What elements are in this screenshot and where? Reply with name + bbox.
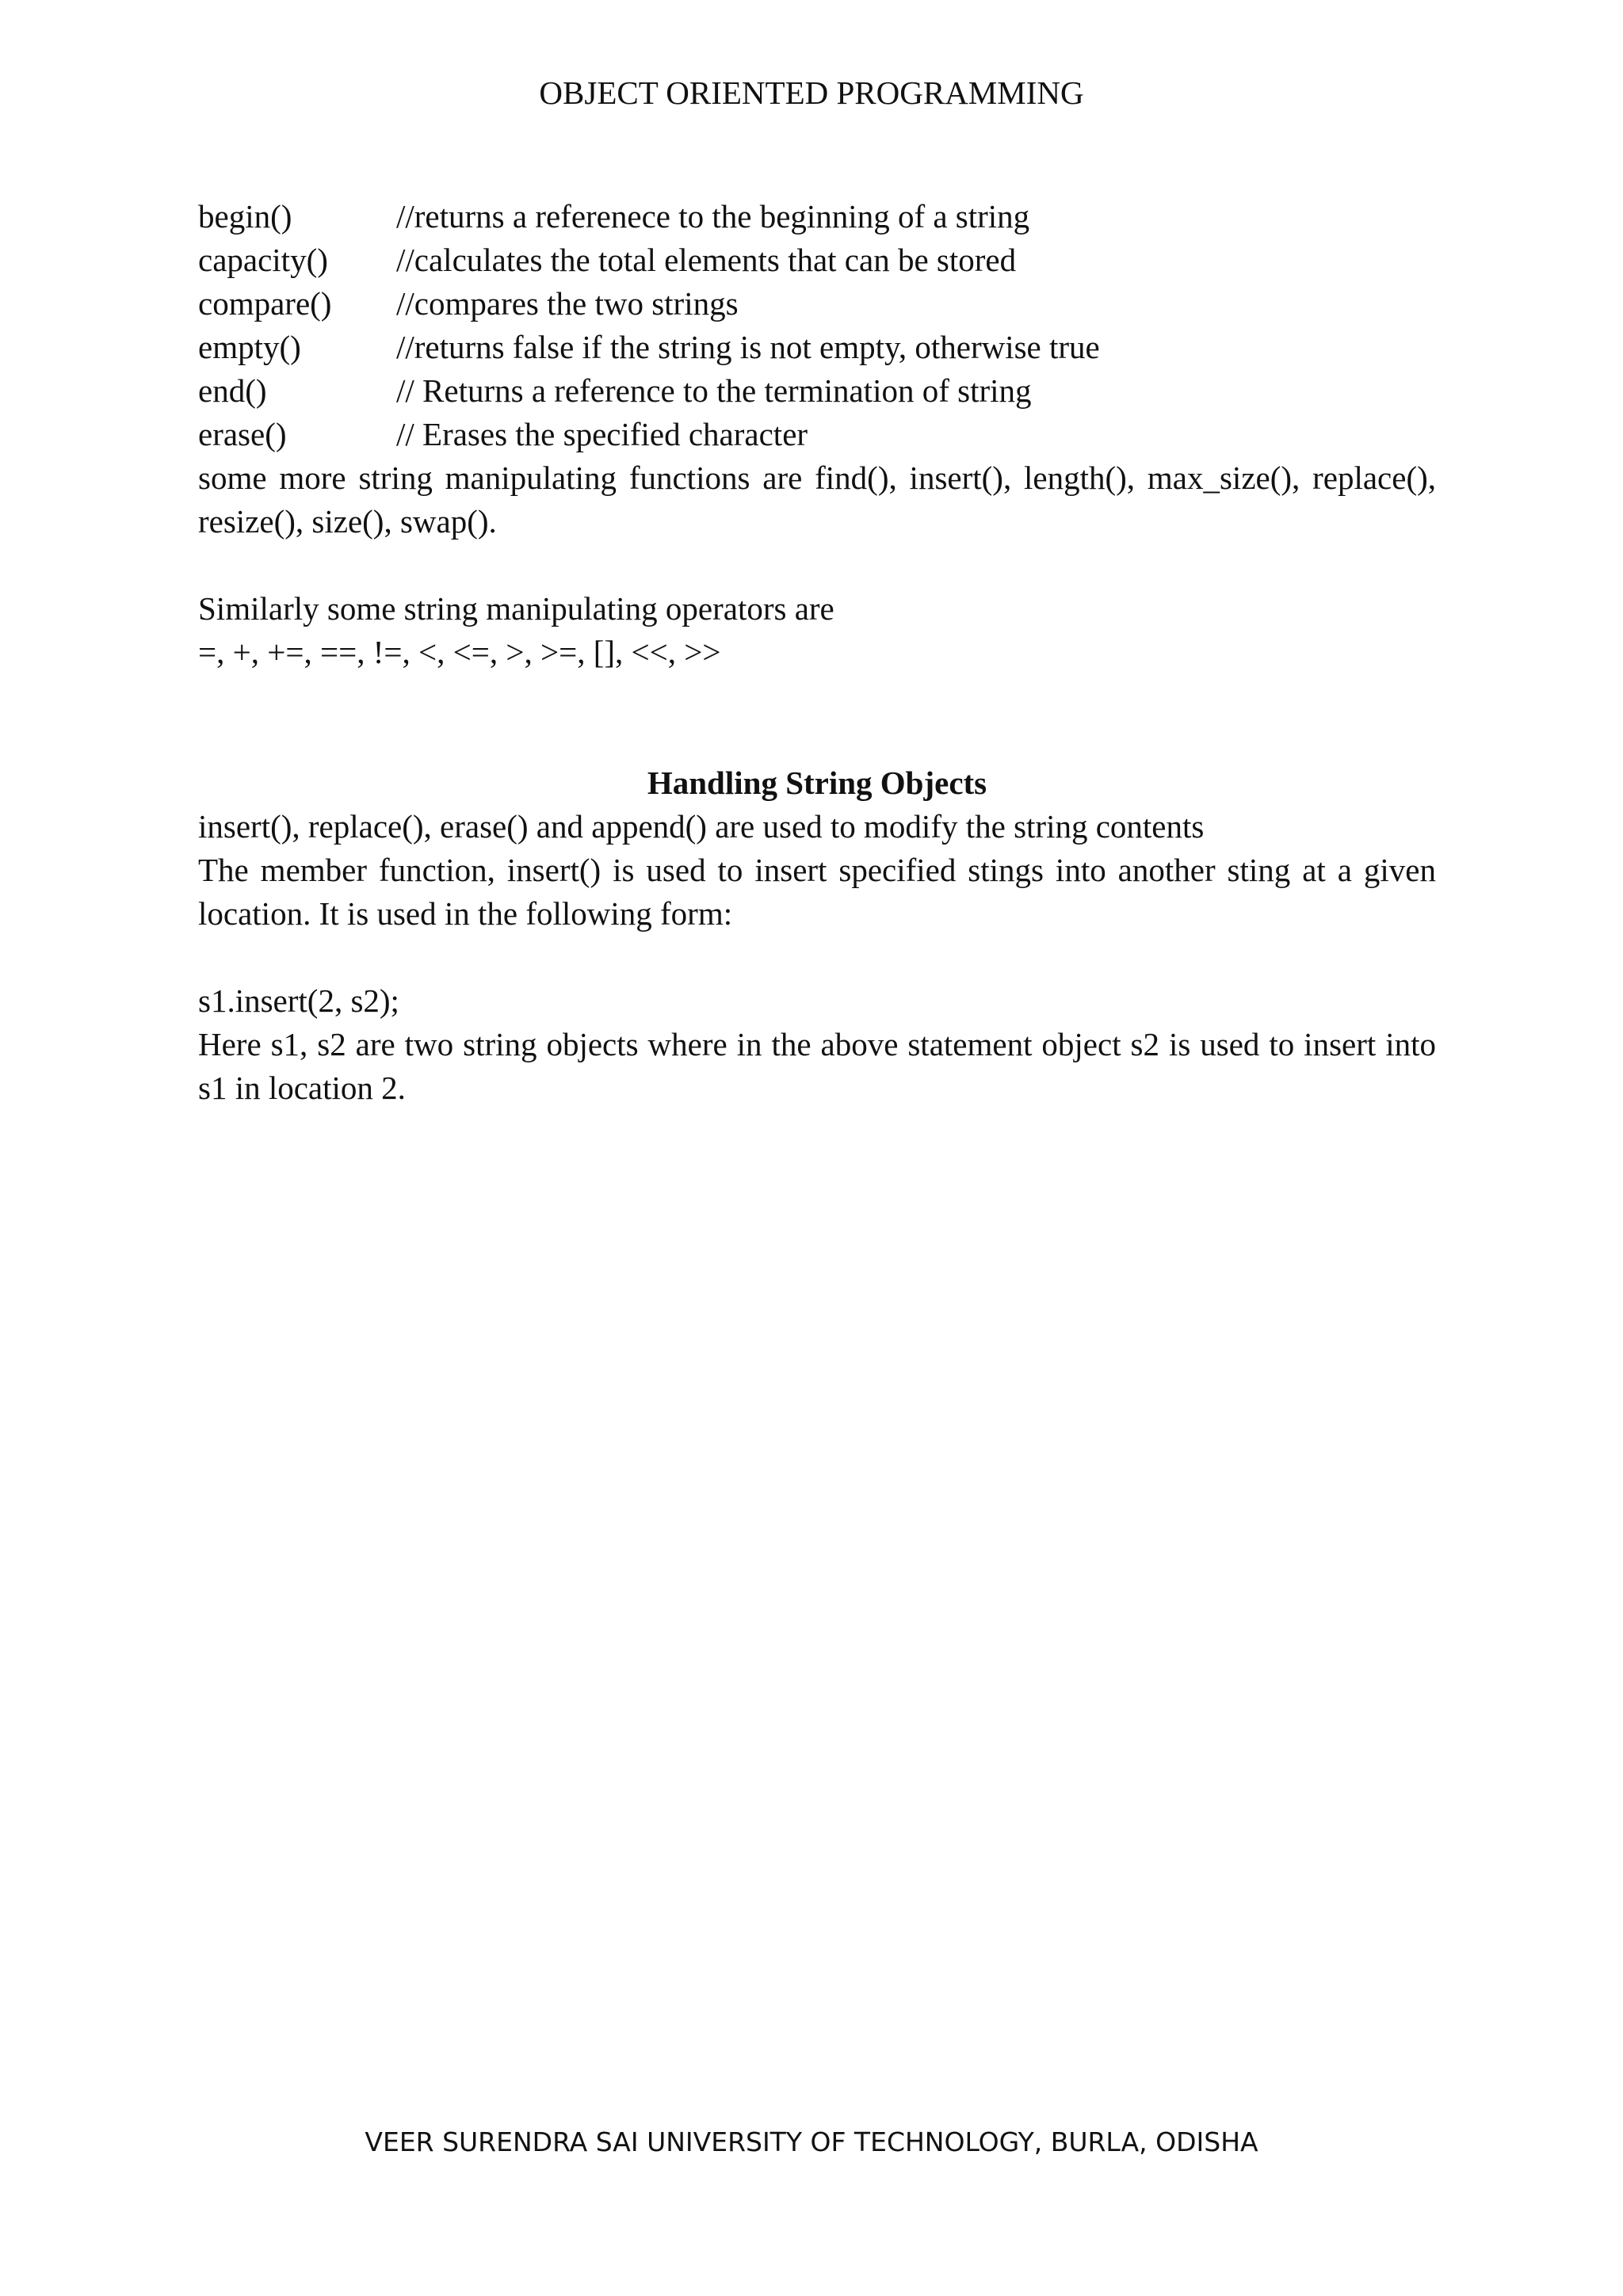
function-name: begin() (198, 198, 292, 235)
modify-functions-line: insert(), replace(), erase() and append() are used to modify the string contents (198, 808, 1205, 845)
section-heading: Handling String Objects (647, 765, 987, 801)
page-header: OBJECT ORIENTED PROGRAMMING (539, 74, 1084, 111)
function-description: //returns a referenece to the beginning of a string (396, 198, 1030, 235)
function-name: erase() (198, 416, 287, 452)
function-description: // Returns a reference to the termination of string (396, 372, 1032, 409)
function-description: // Erases the specified character (396, 416, 808, 452)
function-name: compare() (198, 285, 332, 322)
more-functions-paragraph: some more string manipulating functions are find(), insert(), length(), max_size(), replace(), resize(), size(), swap(). (198, 460, 1436, 540)
function-row-empty (198, 326, 1436, 369)
function-description: //compares the two strings (396, 285, 739, 322)
function-name: capacity() (198, 242, 328, 278)
function-name: empty() (198, 329, 301, 365)
function-description: //returns false if the string is not empty, otherwise true (396, 329, 1100, 365)
code-example: s1.insert(2, s2); (198, 982, 399, 1019)
spacer (198, 936, 1436, 979)
function-name: end() (198, 372, 267, 409)
function-row-begin (198, 195, 1436, 238)
spacer (198, 674, 1436, 761)
operators-intro: Similarly some string manipulating operators are (198, 590, 834, 627)
page-footer: VEER SURENDRA SAI UNIVERSITY OF TECHNOLOGY, BURLA, ODISHA (365, 2126, 1258, 2157)
explanation-paragraph: Here s1, s2 are two string objects where in the above statement object s2 is used to insert into s1 in location 2. (198, 1026, 1436, 1106)
function-row-compare (198, 282, 1436, 326)
function-row-end (198, 369, 1436, 413)
document-body (198, 195, 1436, 1110)
function-description: //calculates the total elements that can be stored (396, 242, 1017, 278)
operators-list: =, +, +=, ==, !=, <, <=, >, >=, [], <<, >> (198, 634, 721, 670)
function-row-capacity (198, 238, 1436, 282)
function-row-erase (198, 413, 1436, 456)
spacer (198, 543, 1436, 587)
insert-description-paragraph: The member function, insert() is used to insert specified stings into another sting at a given location. It is used in the following form: (198, 852, 1436, 932)
